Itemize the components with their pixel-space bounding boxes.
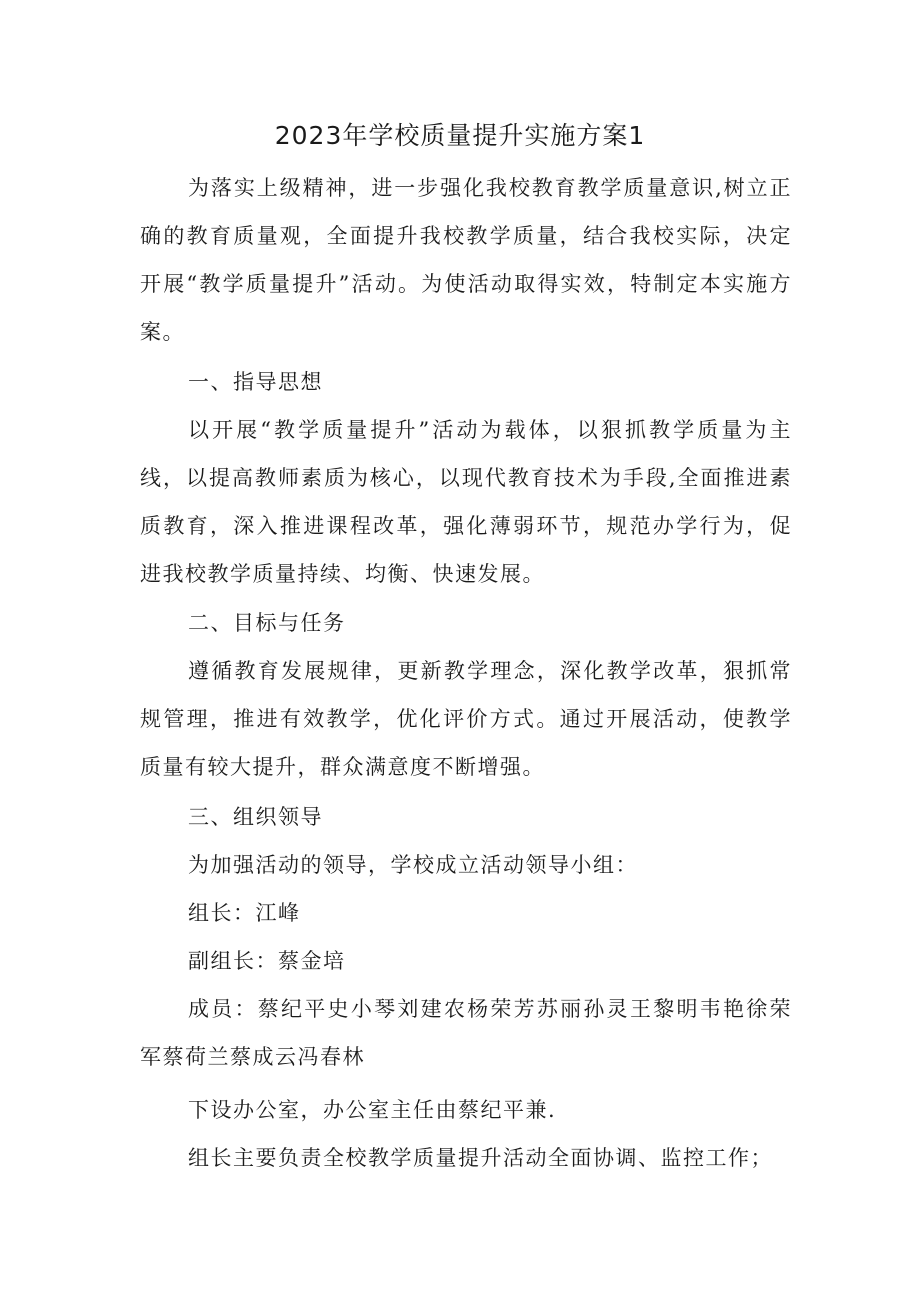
guiding-ideology-paragraph: 以开展“教学质量提升”活动为载体，以狠抓教学质量为主线，以提高教师素质为核心，以现代教育技术为手段,全面推进素质教育，深入推进课程改革，强化薄弱环节，规范办学行为，促进我校教学质量持续、均衡、快速发展。	[140, 418, 792, 586]
group-leader-line: 组长：江峰	[188, 901, 301, 925]
document-title: 2023年学校质量提升实施方案1	[274, 121, 646, 150]
section-heading-guiding-ideology: 一、指导思想	[188, 370, 323, 394]
deputy-leader-line: 副组长：蔡金培	[188, 949, 346, 973]
goals-tasks-paragraph: 遵循教育发展规律，更新教学理念，深化教学改革，狠抓常规管理，推进有效教学，优化评价方式。通过开展活动，使教学质量有较大提升，群众满意度不断增强。	[140, 659, 792, 779]
members-paragraph: 成员：蔡纪平史小琴刘建农杨荣芳苏丽孙灵王黎明韦艳徐荣军蔡荷兰蔡成云冯春林	[140, 997, 792, 1069]
section-heading-organization: 三、组织领导	[188, 805, 323, 829]
office-line: 下设办公室，办公室主任由蔡纪平兼.	[188, 1098, 557, 1122]
leader-duty-line: 组长主要负责全校教学质量提升活动全面协调、监控工作；	[188, 1146, 773, 1170]
intro-paragraph: 为落实上级精神，进一步强化我校教育教学质量意识,树立正确的教育质量观，全面提升我校教学质量，结合我校实际，决定开展“教学质量提升”活动。为使活动取得实效，特制定本实施方案。	[140, 176, 792, 344]
leadership-group-intro: 为加强活动的领导，学校成立活动领导小组：	[188, 853, 638, 877]
section-heading-goals-tasks: 二、目标与任务	[188, 611, 346, 635]
